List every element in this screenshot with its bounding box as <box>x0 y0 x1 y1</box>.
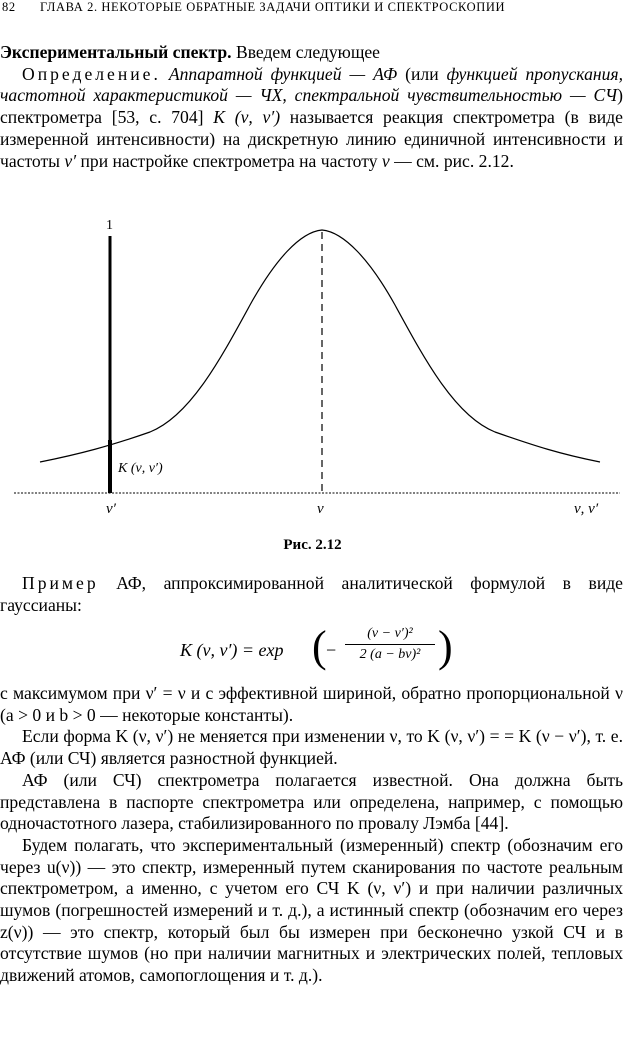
formula-right-paren: ) <box>438 622 453 671</box>
af-curve <box>40 230 600 462</box>
figure-caption: Рис. 2.12 <box>283 537 342 553</box>
definition-text: (или <box>397 63 447 84</box>
formula-numerator: (ν − ν′)² <box>367 626 413 641</box>
page-number: 82 <box>2 0 16 14</box>
formula-denominator: 2 (a − bν)² <box>359 647 421 662</box>
curve-label: K (ν, ν′) <box>118 461 163 476</box>
definition-synonyms: функцией пропускания, частотной характеристикой — ЧХ, спектральной чувствительностью — СЧ <box>0 63 623 106</box>
example-label: Пример <box>22 573 99 593</box>
definition-text: при настройке спектрометра на частоту <box>76 150 382 171</box>
section-heading: Экспериментальный спектр. <box>0 42 232 62</box>
definition-text: называется реакция спектрометра (в виде измеренной интенсивности) на дискретную линию единичной интенсивности и частоты <box>0 107 623 171</box>
definition-math: ν <box>381 150 390 171</box>
formula-left-paren: ( <box>312 622 327 671</box>
definition-math: K (ν, ν′) <box>213 107 281 128</box>
chapter-title: ГЛАВА 2. НЕКОТОРЫЕ ОБРАТНЫЕ ЗАДАЧИ ОПТИКИ И СПЕКТРОСКОПИИ <box>40 0 506 14</box>
example-paragraph <box>0 573 623 616</box>
definition-text: ) спектрометра [53, с. 704] <box>0 85 623 128</box>
x-label-nu-prime: ν′ <box>106 501 116 517</box>
paragraph-difference-function: Если форма K (ν, ν′) не меняется при изменении ν, то K (ν, ν′) = = K (ν − ν′), т. е. АФ (или СЧ) является разностной функцией. <box>0 726 623 769</box>
definition-label: Определение. <box>22 63 161 84</box>
running-header <box>0 0 625 18</box>
paragraph-known-af: АФ (или СЧ) спектрометра полагается известной. Она должна быть представлена в паспорте спектрометра или определена, например, с помощью одночастотного лазера, стабилизированного по провалу Лэмба [44]. <box>0 769 623 834</box>
figure-2-12 <box>0 210 625 530</box>
fraction-bar <box>345 644 435 645</box>
example-text <box>0 573 623 616</box>
example-body: АФ, аппроксимированной аналитической формулой в виде гауссианы: <box>0 573 623 615</box>
intro-text <box>0 42 623 172</box>
x-axis-label: ν, ν′ <box>574 501 599 517</box>
section-intro: Введем следующее <box>231 42 380 62</box>
gaussian-formula <box>180 622 480 678</box>
body-text <box>0 683 623 987</box>
section-paragraph <box>0 42 623 64</box>
x-label-nu: ν <box>317 501 324 517</box>
definition-term: Аппаратной функцией — АФ <box>160 63 398 84</box>
formula-fraction <box>345 626 435 663</box>
definition-math: ν′ <box>64 150 77 171</box>
paragraph-experimental-spectrum: Будем полагать, что экспериментальный (измеренный) спектр (обозначим его через u(ν)) — это спектр, измеренный путем сканирования по частоте реальным спектрометром, а именно, с учетом его СЧ K (ν, ν′) и при наличии различных шумов (погрешностей измерений и т. д.), а истинный спектр (обозначим его через z(ν)) — это спектр, который был бы измерен при бесконечно узкой СЧ и в отсутствие шумов (но при наличии магнитных и электрических полей, тепловых движений атомов, самопоглощения и т. д.). <box>0 834 623 986</box>
y-tick-label: 1 <box>106 218 113 233</box>
formula-lhs: K (ν, ν′) = exp <box>180 640 284 660</box>
formula-minus: − <box>326 640 337 660</box>
definition-text: — см. рис. 2.12. <box>389 150 514 171</box>
paragraph-continuation: с максимумом при ν′ = ν и с эффективной шириной, обратно пропорциональной ν (a > 0 и b > 0 — некоторые константы). <box>0 683 623 725</box>
definition-paragraph <box>0 64 623 173</box>
